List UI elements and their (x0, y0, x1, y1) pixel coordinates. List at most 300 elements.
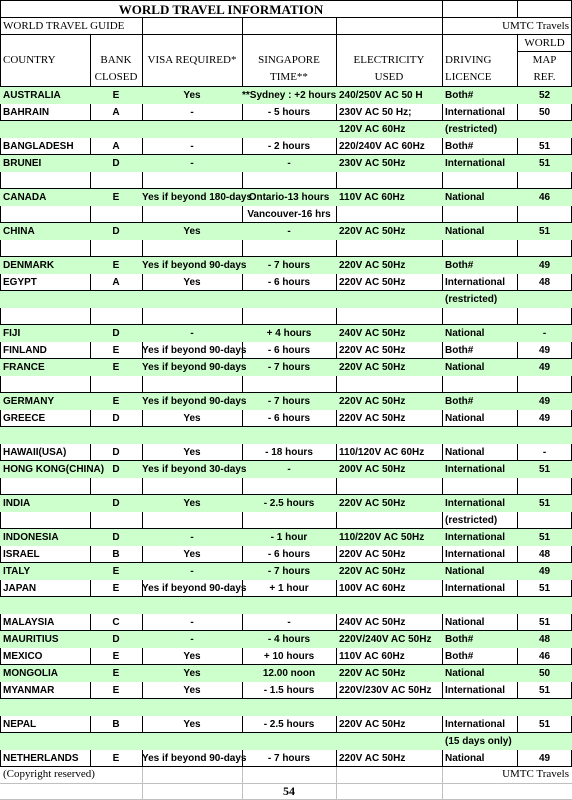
cell-bank-closed (90, 597, 142, 614)
cell-bank-closed: E (112, 651, 120, 662)
cell-driving-licence: (15 days only) (445, 736, 512, 747)
cell-map-ref (517, 733, 572, 750)
cell-singapore-time (242, 376, 336, 393)
guide-label: WORLD TRAVEL GUIDE (3, 20, 125, 32)
cell-driving-licence: Both# (445, 651, 474, 662)
cell-bank-closed: E (112, 396, 120, 407)
cell-electricity: 220/240V AC 60Hz (339, 141, 425, 152)
cell-country: HONG KONG(CHINA) (3, 464, 105, 475)
cell-map-ref: 51 (538, 583, 551, 594)
cell-singapore-time (242, 478, 336, 495)
cell-singapore-time: - (287, 158, 291, 169)
header-world: WORLD (524, 37, 565, 49)
cell-driving-licence: Both# (445, 345, 474, 356)
cell-bank-closed: D (112, 226, 120, 237)
cell-country (0, 597, 90, 614)
cell-country (0, 478, 90, 495)
cell-driving-licence: International (445, 719, 506, 730)
cell-country: MONGOLIA (3, 668, 58, 679)
cell-driving-licence: Both# (445, 396, 474, 407)
cell-bank-closed: E (112, 668, 120, 679)
cell-visa-required (142, 699, 242, 716)
cell-map-ref: 49 (538, 413, 551, 424)
table-row (0, 393, 572, 410)
cell-country (0, 376, 90, 393)
cell-country: JAPAN (3, 583, 37, 594)
cell-country: DENMARK (3, 260, 55, 271)
table-row (0, 257, 572, 274)
cell-bank-closed (90, 291, 142, 308)
cell-bank-closed: D (112, 634, 120, 645)
cell-country: NETHERLANDS (3, 753, 79, 764)
cell-bank-closed (90, 733, 142, 750)
cell-country: HAWAII(USA) (3, 447, 67, 458)
cell-visa-required: Yes (183, 277, 201, 288)
cell-map-ref (517, 376, 572, 393)
cell-map-ref (517, 240, 572, 257)
cell-driving-licence: Both# (445, 141, 474, 152)
table-row (0, 87, 572, 104)
cell-visa-required (142, 240, 242, 257)
cell-electricity (336, 291, 442, 308)
table-row (0, 512, 572, 529)
table-row (0, 750, 572, 767)
cell-visa-required: Yes (183, 549, 201, 560)
table-row (0, 206, 572, 223)
cell-singapore-time: Ontario-13 hours (248, 192, 330, 203)
cell-driving-licence: National (445, 362, 485, 373)
table-row (0, 631, 572, 648)
table-row (0, 614, 572, 631)
cell-map-ref: 46 (538, 192, 551, 203)
cell-country: ISRAEL (3, 549, 40, 560)
cell-driving-licence: (restricted) (445, 515, 498, 526)
cell-driving-licence: International (445, 498, 506, 509)
cell-electricity: 110V AC 60Hz (339, 192, 405, 203)
cell-map-ref (517, 172, 572, 189)
footer-publisher-label: UMTC Travels (502, 768, 569, 780)
cell-electricity: 230V AC 50Hz (339, 158, 406, 169)
cell-map-ref (517, 699, 572, 716)
cell-map-ref (517, 308, 572, 325)
cell-country: NEPAL (3, 719, 37, 730)
cell-electricity: 220V/230V AC 50Hz (339, 685, 432, 696)
cell-electricity (336, 427, 442, 444)
cell-map-ref (517, 512, 572, 529)
cell-driving-licence (442, 206, 517, 223)
cell-visa-required: Yes if beyond 30-days (142, 464, 247, 475)
table-row (0, 427, 572, 444)
cell-visa-required: Yes if beyond 180-days (142, 192, 253, 203)
cell-electricity (336, 733, 442, 750)
cell-country: FIJI (3, 328, 21, 339)
publisher-label: UMTC Travels (502, 20, 569, 32)
table-row (0, 240, 572, 257)
cell-visa-required (142, 308, 242, 325)
cell-map-ref: 51 (538, 498, 551, 509)
cell-bank-closed (90, 512, 142, 529)
header-singapore-time: TIME** (270, 71, 308, 83)
cell-electricity: 230V AC 50 Hz; (339, 107, 412, 118)
cell-country: CHINA (3, 226, 35, 237)
cell-country (0, 240, 90, 257)
cell-country: GREECE (3, 413, 46, 424)
cell-electricity (336, 172, 442, 189)
cell-driving-licence: International (445, 583, 506, 594)
cell-country: EGYPT (3, 277, 37, 288)
header-driving-licence: LICENCE (445, 71, 492, 83)
cell-map-ref: 49 (538, 396, 551, 407)
cell-map-ref: 49 (538, 260, 551, 271)
cell-bank-closed: E (112, 362, 120, 373)
cell-visa-required: - (190, 532, 194, 543)
cell-visa-required: Yes if beyond 90-days (142, 260, 247, 271)
cell-country (0, 733, 90, 750)
cell-bank-closed: E (112, 753, 120, 764)
table-row (0, 699, 572, 716)
cell-driving-licence: National (445, 668, 485, 679)
cell-bank-closed (90, 121, 142, 138)
cell-singapore-time: - 1 hour (270, 532, 308, 543)
cell-visa-required (142, 291, 242, 308)
cell-map-ref: 51 (538, 719, 551, 730)
cell-singapore-time: - (287, 617, 291, 628)
cell-driving-licence: National (445, 192, 485, 203)
cell-driving-licence: International (445, 532, 506, 543)
table-row (0, 121, 572, 138)
cell-driving-licence: Both# (445, 90, 474, 101)
copyright-label: (Copyright reserved) (3, 768, 95, 780)
cell-driving-licence (442, 427, 517, 444)
cell-driving-licence (442, 240, 517, 257)
cell-singapore-time: - 7 hours (267, 753, 311, 764)
cell-visa-required (142, 427, 242, 444)
cell-visa-required (142, 512, 242, 529)
cell-bank-closed (90, 206, 142, 223)
cell-electricity: 240V AC 50Hz (339, 328, 406, 339)
cell-singapore-time: - 2 hours (267, 141, 311, 152)
cell-electricity: 220V AC 50Hz (339, 753, 406, 764)
table-row (0, 733, 572, 750)
cell-country (0, 121, 90, 138)
cell-electricity: 200V AC 50Hz (339, 464, 406, 475)
cell-driving-licence: National (445, 753, 485, 764)
cell-visa-required: Yes if beyond 90-days (142, 345, 247, 356)
cell-country: ITALY (3, 566, 31, 577)
cell-map-ref: 49 (538, 753, 551, 764)
cell-map-ref: 51 (538, 464, 551, 475)
cell-map-ref: 51 (538, 617, 551, 628)
cell-driving-licence: (restricted) (445, 294, 498, 305)
cell-bank-closed: E (112, 583, 120, 594)
cell-map-ref: 51 (538, 141, 551, 152)
cell-driving-licence: International (445, 685, 506, 696)
cell-country: CANADA (3, 192, 47, 203)
cell-bank-closed: A (112, 107, 120, 118)
cell-visa-required: Yes (183, 447, 201, 458)
cell-electricity: 220V/240V AC 50Hz (339, 634, 432, 645)
cell-visa-required: - (190, 328, 194, 339)
cell-visa-required (142, 172, 242, 189)
table-row (0, 155, 572, 172)
cell-singapore-time: - 6 hours (267, 413, 311, 424)
cell-visa-required: - (190, 107, 194, 118)
cell-map-ref: - (542, 328, 547, 339)
cell-electricity: 220V AC 50Hz (339, 413, 406, 424)
cell-bank-closed (90, 308, 142, 325)
cell-singapore-time: - 7 hours (267, 260, 311, 271)
cell-electricity (336, 699, 442, 716)
table-row (0, 223, 572, 240)
cell-singapore-time: - 5 hours (267, 107, 311, 118)
cell-bank-closed: D (112, 532, 120, 543)
cell-bank-closed (90, 172, 142, 189)
table-row (0, 376, 572, 393)
cell-map-ref: 50 (538, 668, 551, 679)
cell-map-ref: 51 (538, 685, 551, 696)
cell-country (0, 512, 90, 529)
cell-country (0, 427, 90, 444)
cell-bank-closed: D (112, 158, 120, 169)
cell-map-ref: 48 (538, 634, 551, 645)
cell-electricity (336, 376, 442, 393)
table-row (0, 359, 572, 376)
cell-map-ref: - (542, 447, 547, 458)
cell-visa-required: Yes (183, 651, 201, 662)
cell-visa-required (142, 733, 242, 750)
cell-singapore-time: - 6 hours (267, 345, 311, 356)
cell-driving-licence (442, 478, 517, 495)
cell-singapore-time: 12.00 noon (262, 668, 316, 679)
cell-visa-required (142, 478, 242, 495)
cell-bank-closed: D (112, 498, 120, 509)
cell-bank-closed: B (112, 549, 120, 560)
page-number: 54 (283, 784, 295, 798)
cell-electricity: 220V AC 50Hz (339, 362, 406, 373)
cell-bank-closed: E (112, 192, 120, 203)
table-row (0, 716, 572, 733)
cell-bank-closed (90, 699, 142, 716)
cell-electricity (336, 240, 442, 257)
cell-visa-required: Yes (183, 719, 201, 730)
cell-electricity: 110V AC 60Hz (339, 651, 405, 662)
table-row (0, 274, 572, 291)
table-row (0, 308, 572, 325)
table-row (0, 138, 572, 155)
cell-driving-licence (442, 376, 517, 393)
cell-driving-licence: Both# (445, 634, 474, 645)
cell-singapore-time: Vancouver-16 hrs (247, 209, 331, 220)
cell-bank-closed: D (112, 464, 120, 475)
cell-country (0, 699, 90, 716)
table-row (0, 291, 572, 308)
table-row (0, 478, 572, 495)
cell-electricity: 240/250V AC 50 H (339, 90, 423, 101)
table-row (0, 529, 572, 546)
cell-bank-closed: D (112, 328, 120, 339)
cell-driving-licence: National (445, 328, 485, 339)
cell-singapore-time (242, 308, 336, 325)
cell-country: FRANCE (3, 362, 45, 373)
header-country: COUNTRY (3, 54, 56, 66)
cell-country: INDIA (3, 498, 31, 509)
cell-singapore-time: - 2.5 hours (263, 719, 315, 730)
cell-electricity: 240V AC 50Hz (339, 617, 406, 628)
table-row (0, 495, 572, 512)
cell-bank-closed: D (112, 413, 120, 424)
cell-electricity: 220V AC 50Hz (339, 345, 406, 356)
cell-bank-closed (90, 478, 142, 495)
cell-driving-licence: International (445, 107, 506, 118)
table-row (0, 410, 572, 427)
cell-bank-closed: E (112, 685, 120, 696)
cell-bank-closed: E (112, 90, 120, 101)
cell-country: FINLAND (3, 345, 47, 356)
cell-country: BRUNEI (3, 158, 42, 169)
cell-singapore-time (242, 699, 336, 716)
cell-bank-closed: D (112, 447, 120, 458)
cell-country (0, 291, 90, 308)
header-singapore: SINGAPORE (258, 54, 320, 66)
cell-country: AUSTRALIA (3, 90, 61, 101)
cell-electricity (336, 512, 442, 529)
cell-electricity: 100V AC 60Hz (339, 583, 406, 594)
header-bank-closed: CLOSED (94, 71, 138, 83)
cell-electricity: 220V AC 50Hz (339, 566, 406, 577)
table-row (0, 648, 572, 665)
table-row (0, 546, 572, 563)
cell-electricity: 110/220V AC 50Hz (339, 532, 425, 543)
cell-singapore-time: - 6 hours (267, 277, 311, 288)
table-row (0, 172, 572, 189)
cell-country: BANGLADESH (3, 141, 74, 152)
cell-visa-required: Yes if beyond 90-days (142, 362, 247, 373)
cell-country: GERMANY (3, 396, 55, 407)
cell-country (0, 172, 90, 189)
table-row (0, 444, 572, 461)
cell-bank-closed (90, 376, 142, 393)
cell-visa-required: - (190, 566, 194, 577)
cell-singapore-time: - (287, 226, 291, 237)
table-row (0, 597, 572, 614)
cell-visa-required: Yes (183, 668, 201, 679)
cell-visa-required: Yes (183, 685, 201, 696)
cell-electricity: 220V AC 50Hz (339, 719, 406, 730)
cell-map-ref (517, 427, 572, 444)
cell-country: MEXICO (3, 651, 43, 662)
table-row (0, 189, 572, 206)
header-map-ref: REF. (533, 71, 556, 83)
cell-electricity (336, 206, 442, 223)
cell-map-ref: 48 (538, 277, 551, 288)
cell-singapore-time: - (287, 464, 291, 475)
cell-visa-required: - (190, 617, 194, 628)
cell-map-ref: 51 (538, 226, 551, 237)
cell-electricity (336, 308, 442, 325)
cell-bank-closed (90, 240, 142, 257)
cell-singapore-time: - 2.5 hours (263, 498, 315, 509)
table-row (0, 104, 572, 121)
cell-electricity: 220V AC 50Hz (339, 260, 406, 271)
cell-driving-licence: (restricted) (445, 124, 498, 135)
cell-visa-required: Yes if beyond 90-days (142, 753, 247, 764)
cell-electricity: 220V AC 50Hz (339, 396, 406, 407)
cell-map-ref: 50 (538, 107, 551, 118)
cell-singapore-time (242, 427, 336, 444)
cell-visa-required: Yes if beyond 90-days (142, 396, 247, 407)
cell-singapore-time: + 4 hours (266, 328, 312, 339)
cell-singapore-time (242, 172, 336, 189)
cell-visa-required: Yes (183, 226, 201, 237)
table-row (0, 682, 572, 699)
cell-electricity: 220V AC 50Hz (339, 549, 406, 560)
cell-map-ref (517, 597, 572, 614)
cell-electricity (336, 478, 442, 495)
cell-bank-closed (90, 427, 142, 444)
cell-bank-closed: A (112, 277, 120, 288)
header-visa: VISA REQUIRED* (147, 54, 237, 66)
table-row (0, 563, 572, 580)
cell-driving-licence (442, 597, 517, 614)
cell-country: MYANMAR (3, 685, 55, 696)
cell-country (0, 308, 90, 325)
cell-map-ref (517, 206, 572, 223)
cell-map-ref: 51 (538, 158, 551, 169)
header-map: MAP (532, 54, 557, 66)
cell-singapore-time (242, 512, 336, 529)
cell-electricity: 110/120V AC 60Hz (339, 447, 425, 458)
cell-electricity: 220V AC 50Hz (339, 277, 406, 288)
header-electricity: ELECTRICITY (353, 54, 425, 66)
cell-bank-closed: A (112, 141, 120, 152)
cell-map-ref: 51 (538, 532, 551, 543)
cell-country: INDONESIA (3, 532, 59, 543)
cell-bank-closed: E (112, 345, 120, 356)
cell-singapore-time (242, 121, 336, 138)
cell-map-ref: 52 (538, 90, 551, 101)
cell-driving-licence: National (445, 413, 485, 424)
cell-country: MAURITIUS (3, 634, 59, 645)
cell-driving-licence: National (445, 566, 485, 577)
table-row (0, 461, 572, 478)
cell-singapore-time: - 1.5 hours (263, 685, 315, 696)
cell-singapore-time: **Sydney : +2 hours (242, 90, 337, 101)
cell-driving-licence: International (445, 464, 506, 475)
table-row (0, 342, 572, 359)
cell-singapore-time (242, 733, 336, 750)
table-row (0, 325, 572, 342)
cell-electricity: 220V AC 50Hz (339, 226, 406, 237)
cell-electricity: 220V AC 50Hz (339, 498, 406, 509)
cell-driving-licence: International (445, 549, 506, 560)
cell-driving-licence: National (445, 617, 485, 628)
cell-singapore-time: - 18 hours (265, 447, 313, 458)
header-driving: DRIVING (445, 54, 492, 66)
cell-singapore-time: - 6 hours (267, 549, 311, 560)
cell-map-ref (517, 291, 572, 308)
cell-bank-closed: E (112, 566, 120, 577)
cell-singapore-time (242, 291, 336, 308)
cell-singapore-time: + 1 hour (269, 583, 309, 594)
cell-driving-licence: National (445, 226, 485, 237)
cell-visa-required: - (190, 158, 194, 169)
header-bank: BANK (100, 54, 132, 66)
cell-map-ref: 49 (538, 345, 551, 356)
cell-visa-required: - (190, 141, 194, 152)
cell-singapore-time: - 7 hours (267, 566, 311, 577)
cell-visa-required: - (190, 634, 194, 645)
cell-electricity: 220V AC 50Hz (339, 668, 406, 679)
